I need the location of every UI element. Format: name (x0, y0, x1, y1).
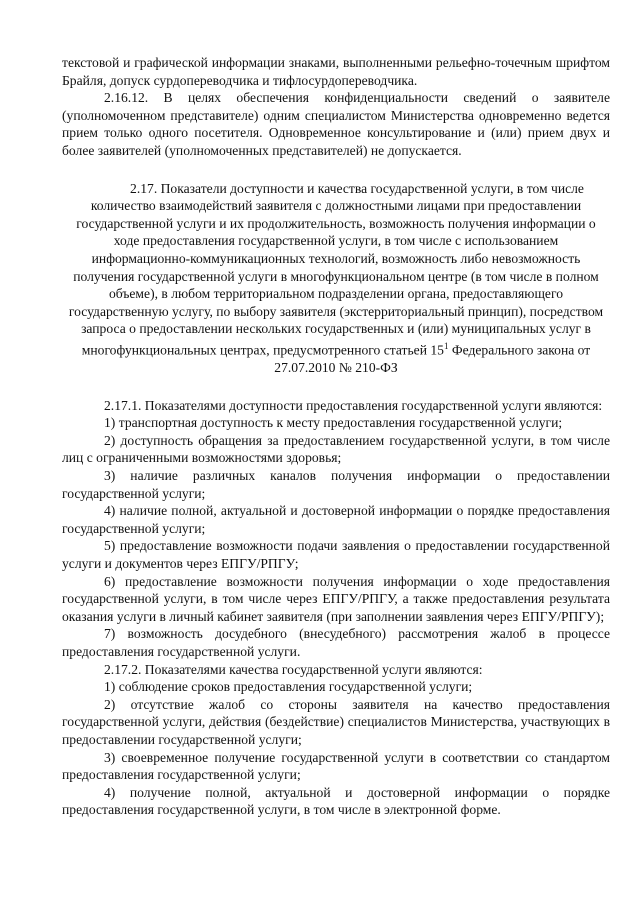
superscript-1: 1 (443, 340, 449, 351)
list-item: 5) предоставление возможности подачи заявления о предоставлении государственной услуги и документов через ЕПГУ/РПГУ; (62, 538, 610, 571)
list-item: 1) соблюдение сроков предоставления государственной услуги; (104, 679, 473, 695)
list-item: 7) возможность досудебного (внесудебного) рассмотрения жалоб в процессе предоставления государственной услуги. (62, 626, 610, 659)
list-item: 3) наличие различных каналов получения информации о предоставлении государственной услуги; (62, 468, 610, 501)
list-item: 2) отсутствие жалоб со стороны заявителя на качество предоставления государственной услуги, действия (бездействие) специалистов Министерства, участвующих в предоставлении государственной услуги; (62, 696, 610, 747)
list-item: 1) транспортная доступность к месту предоставления государственной услуги; (104, 415, 563, 431)
list-item: 4) наличие полной, актуальной и достоверной информации о порядке предоставления государственной услуги; (62, 503, 610, 536)
list-item: 6) предоставление возможности получения информации о ходе предоставления государственной услуги, в том числе через ЕПГУ/РПГУ, а также предоставления результата оказания услуги в личный кабинет заявителя (при заполнении заявления через ЕПГУ/РПГУ); (62, 573, 610, 624)
paragraph-continuation: текстовой и графической информации знаками, выполненными рельефно-точечным шрифтом Брайля, допуск сурдопереводчика и тифлосурдопереводчика. (62, 55, 610, 88)
section-heading-2-17 (62, 180, 610, 377)
paragraph-2-17-2: 2.17.2. Показателями качества государственной услуги являются: (104, 661, 483, 677)
section-heading-text: 2.17. Показатели доступности и качества государственной услуги, в том числе количество взаимодействий заявителя с должностными лицами при предоставлении государственной услуги и их продолжительность, возможность получения информации о ходе предоставления государственной услуги, в том числе с использованием информационно-коммуникационных технологий, возможность либо невозможность получения государственной услуги в многофункциональном центре (в том числе в полном объеме), в любом территориальном подразделении органа, предоставляющего государственную услугу, по выбору заявителя (экстерриториальный принцип), посредством запроса о предоставлении нескольких государственных и (или) муниципальных услуг в многофункциональных центрах, предусмотренного статьей 15 (68, 180, 604, 358)
paragraph-2-17-1: 2.17.1. Показателями доступности предоставления государственной услуги являются: (104, 397, 603, 413)
list-item: 4) получение полной, актуальной и достоверной информации о порядке предоставления государственной услуги, в том числе в электронной форме. (62, 784, 610, 818)
section-heading-text-end: Федерального закона от 27.07.2010 № 210-ФЗ (274, 342, 591, 376)
list-item: 3) своевременное получение государственной услуги в соответствии со стандартом предоставления государственной услуги; (62, 749, 610, 783)
list-item: 2) доступность обращения за предоставлением государственной услуги, в том числе лиц с ограниченными возможностями здоровья; (62, 432, 610, 466)
paragraph-2-16-12: 2.16.12. В целях обеспечения конфиденциальности сведений о заявителе (уполномоченном представителе) одним специалистом Министерства одновременно ведется прием только одного посетителя. Одновременное консультирование и (или) прием двух и более заявителей (уполномоченных представителей) не допускается. (62, 90, 610, 158)
